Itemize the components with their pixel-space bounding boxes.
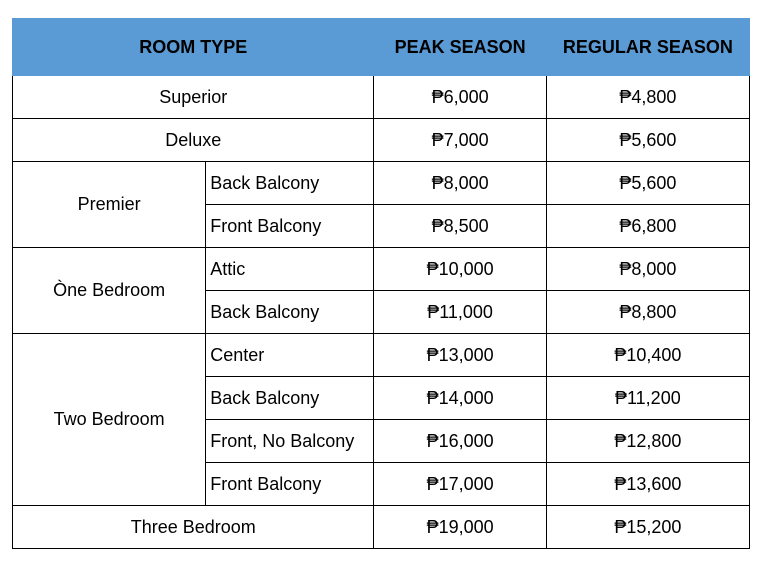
regular-price-cell: ₱11,200 <box>546 377 749 420</box>
table-row <box>13 248 750 291</box>
regular-price-cell: ₱5,600 <box>546 162 749 205</box>
table-row <box>13 119 750 162</box>
room-type-cell: Òne Bedroom <box>13 248 206 334</box>
regular-price-cell: ₱12,800 <box>546 420 749 463</box>
peak-price-cell: ₱14,000 <box>374 377 546 420</box>
room-type-cell: Deluxe <box>13 119 374 162</box>
table-row <box>13 506 750 549</box>
regular-price-cell: ₱6,800 <box>546 205 749 248</box>
peak-price-cell: ₱6,000 <box>374 76 546 119</box>
room-type-cell: Superior <box>13 76 374 119</box>
peak-price-cell: ₱16,000 <box>374 420 546 463</box>
room-subtype-cell: Back Balcony <box>206 377 374 420</box>
table-row <box>13 162 750 205</box>
table-row <box>13 76 750 119</box>
regular-price-cell: ₱8,000 <box>546 248 749 291</box>
room-rates-table <box>12 18 750 549</box>
peak-price-cell: ₱19,000 <box>374 506 546 549</box>
room-subtype-cell: Center <box>206 334 374 377</box>
header-row <box>13 19 750 76</box>
regular-price-cell: ₱8,800 <box>546 291 749 334</box>
regular-price-cell: ₱10,400 <box>546 334 749 377</box>
room-subtype-cell: Back Balcony <box>206 291 374 334</box>
regular-price-cell: ₱15,200 <box>546 506 749 549</box>
peak-price-cell: ₱11,000 <box>374 291 546 334</box>
room-type-cell: Two Bedroom <box>13 334 206 506</box>
header-regular-season: REGULAR SEASON <box>546 19 749 76</box>
regular-price-cell: ₱5,600 <box>546 119 749 162</box>
room-type-cell: Three Bedroom <box>13 506 374 549</box>
room-subtype-cell: Back Balcony <box>206 162 374 205</box>
regular-price-cell: ₱13,600 <box>546 463 749 506</box>
header-peak-season: PEAK SEASON <box>374 19 546 76</box>
table-row <box>13 334 750 377</box>
room-subtype-cell: Front Balcony <box>206 205 374 248</box>
peak-price-cell: ₱17,000 <box>374 463 546 506</box>
room-type-cell: Premier <box>13 162 206 248</box>
peak-price-cell: ₱8,500 <box>374 205 546 248</box>
regular-price-cell: ₱4,800 <box>546 76 749 119</box>
peak-price-cell: ₱7,000 <box>374 119 546 162</box>
peak-price-cell: ₱13,000 <box>374 334 546 377</box>
room-subtype-cell: Front, No Balcony <box>206 420 374 463</box>
peak-price-cell: ₱8,000 <box>374 162 546 205</box>
header-room-type: ROOM TYPE <box>13 19 374 76</box>
room-subtype-cell: Attic <box>206 248 374 291</box>
room-subtype-cell: Front Balcony <box>206 463 374 506</box>
peak-price-cell: ₱10,000 <box>374 248 546 291</box>
